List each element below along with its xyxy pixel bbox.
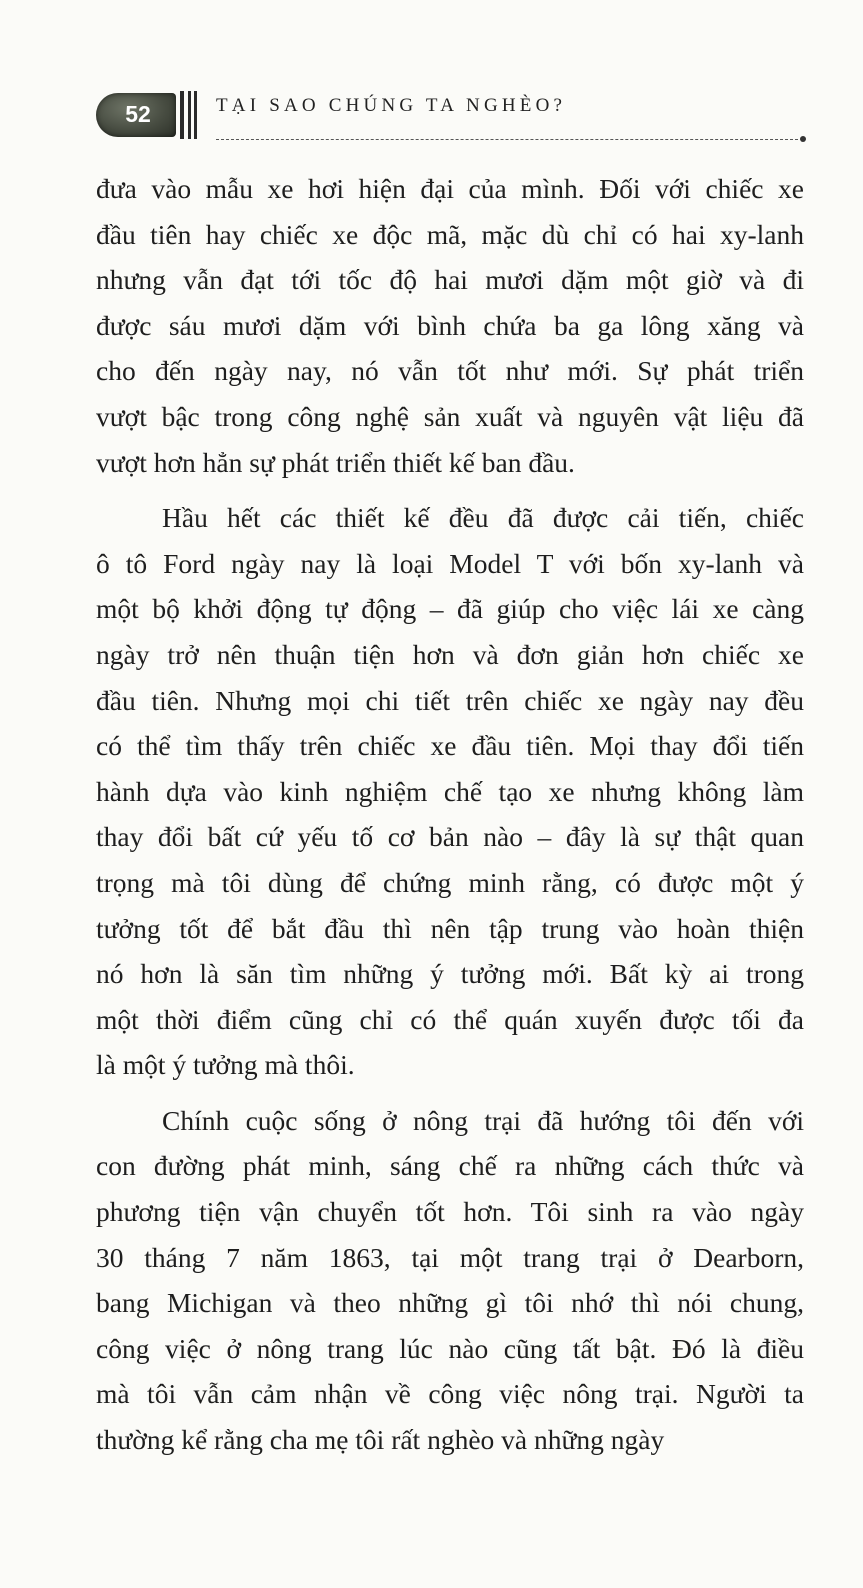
running-title: TẠI SAO CHÚNG TA NGHÈO? [216, 95, 567, 116]
paragraph-2-line: ngày trở nên thuận tiện hơn và đơn giản hơn chiếc xe [96, 638, 804, 670]
paragraph-1-line: được sáu mươi dặm với bình chứa ba ga lông xăng và [96, 309, 804, 341]
paragraph-2-line: đầu tiên. Nhưng mọi chi tiết trên chiếc xe ngày nay đều [96, 684, 804, 716]
paragraph-1-line: đầu tiên hay chiếc xe độc mã, mặc dù chỉ có hai xy-lanh [96, 218, 804, 250]
running-header [96, 88, 816, 148]
paragraph-2-line: là một ý tưởng mà thôi. [96, 1049, 355, 1081]
paragraph-2-line: có thể tìm thấy trên chiếc xe đầu tiên. Mọi thay đổi tiến [96, 730, 804, 762]
paragraph-2-line: thay đổi bất cứ yếu tố cơ bản nào – đây là sự thật quan [96, 821, 804, 853]
page-number: 52 [125, 101, 151, 127]
paragraph-1-line: vượt bậc trong công nghệ sản xuất và nguyên vật liệu đã [96, 400, 804, 432]
paragraph-3-line: Chính cuộc sống ở nông trại đã hướng tôi đến với [162, 1104, 804, 1136]
paragraph-1-line: cho đến ngày nay, nó vẫn tốt như mới. Sự phát triển [96, 355, 804, 387]
paragraph-2-line: một bộ khởi động tự động – đã giúp cho việc lái xe càng [96, 593, 804, 625]
paragraph-3-line: mà tôi vẫn cảm nhận về công việc nông trại. Người ta [96, 1378, 804, 1410]
paragraph-2-line: tưởng tốt để bắt đầu thì nên tập trung vào hoàn thiện [96, 912, 804, 944]
paragraph-3-line: phương tiện vận chuyển tốt hơn. Tôi sinh ra vào ngày [96, 1196, 804, 1228]
body-text [96, 166, 804, 1463]
paragraph-2-line: Hầu hết các thiết kế đều đã được cải tiến, chiếc [162, 502, 804, 534]
header-dashed-rule [216, 139, 798, 140]
paragraph-3-line: công việc ở nông trang lúc nào cũng tất bật. Đó là điều [96, 1332, 804, 1364]
paragraph-3-line: 30 tháng 7 năm 1863, tại một trang trại ở Dearborn, [96, 1241, 804, 1273]
paragraph-1-line: nhưng vẫn đạt tới tốc độ hai mươi dặm một giờ và đi [96, 264, 804, 296]
header-rule-dot [800, 136, 806, 142]
paragraph-2-line: một thời điểm cũng chỉ có thể quán xuyến được tối đa [96, 1003, 804, 1035]
paragraph-gap [96, 1088, 804, 1098]
paragraph-3-line: con đường phát minh, sáng chế ra những cách thức và [96, 1150, 804, 1182]
paragraph-3-line: bang Michigan và theo những gì tôi nhớ thì nói chung, [96, 1287, 804, 1319]
paragraph-2-line: ô tô Ford ngày nay là loại Model T với bốn xy-lanh và [96, 547, 804, 579]
paragraph-1-line: vượt hơn hẳn sự phát triển thiết kế ban đầu. [96, 446, 575, 478]
paragraph-2-line: nó hơn là săn tìm những ý tưởng mới. Bất kỳ ai trong [96, 958, 804, 990]
paragraph-gap [96, 485, 804, 495]
paragraph-2-line: trọng mà tôi dùng để chứng minh rằng, có được một ý [96, 866, 804, 898]
header-divider-bars [180, 91, 204, 139]
paragraph-1-line: đưa vào mẫu xe hơi hiện đại của mình. Đối với chiếc xe [96, 173, 804, 204]
page-number-badge [96, 93, 176, 137]
paragraph-3-line: thường kể rằng cha mẹ tôi rất nghèo và những ngày [96, 1424, 665, 1456]
paragraph-2-line: hành dựa vào kinh nghiệm chế tạo xe nhưng không làm [96, 775, 804, 807]
